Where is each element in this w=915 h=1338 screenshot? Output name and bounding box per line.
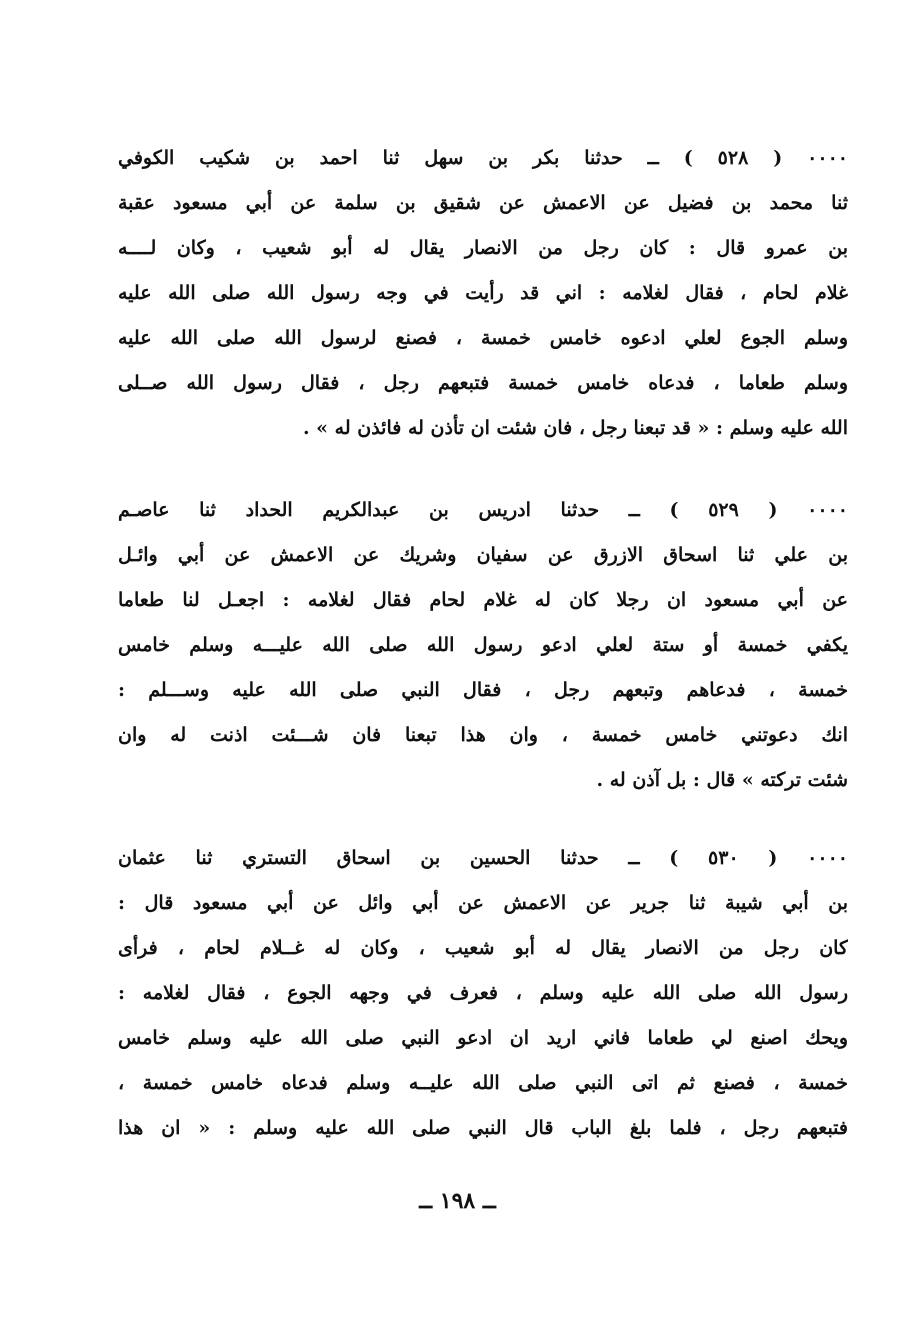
text-line: بن علي ثنا اسحاق الازرق عن سفيان وشريك عن الاعمش عن أبي وائـل bbox=[118, 544, 848, 566]
text-line: خمسة ، فدعاهم وتبعهم رجل ، فقال النبي صلى الله عليه وســـلم : bbox=[118, 679, 848, 701]
text-line: رسول الله صلى الله عليه وسلم ، فعرف في وجهه الجوع ، فقال لغلامه : bbox=[118, 982, 848, 1004]
text-line: وسلم الجوع لعلي ادعوه خامس خمسة ، فصنع لرسول الله صلى الله عليه bbox=[118, 327, 848, 349]
text-line: عن أبي مسعود ان رجلا كان له غلام لحام فقال لغلامه : اجعـل لنا طعاما bbox=[118, 589, 848, 611]
text-line: الله عليه وسلم : « قد تبعنا رجل ، فان شئت ان تأذن له فائذن له » . bbox=[302, 417, 848, 439]
text-line: فتبعهم رجل ، فلما بلغ الباب قال النبي صلى الله عليه وسلم : « ان هذا bbox=[118, 1117, 848, 1139]
text-line: بن عمرو قال : كان رجل من الانصار يقال له أبو شعيب ، وكان لــــه bbox=[118, 237, 848, 259]
text-line: وسلم طعاما ، فدعاه خامس خمسة فتبعهم رجل ، فقال رسول الله صــلى bbox=[118, 372, 848, 394]
text-line: ثنا محمد بن فضيل عن الاعمش عن شقيق بن سلمة عن أبي مسعود عقبة bbox=[118, 192, 848, 214]
text-line: يكفي خمسة أو ستة لعلي ادعو رسول الله صلى الله عليـــه وسلم خامس bbox=[118, 634, 848, 656]
text-line: خمسة ، فصنع ثم اتى النبي صلى الله عليــه وسلم فدعاه خامس خمسة ، bbox=[118, 1072, 848, 1094]
hadith-paragraph-529 bbox=[118, 488, 848, 803]
text-line: ويحك اصنع لي طعاما فاني اريد ان ادعو النبي صلى الله عليه وسلم خامس bbox=[118, 1027, 848, 1049]
hadith-paragraph-530 bbox=[118, 836, 848, 1151]
text-line: شئت تركته » قال : بل آذن له . bbox=[596, 769, 848, 791]
text-line: ٠٠٠٠ ( ٥٢٨ ) ــ حدثنا بكر بن سهل ثنا احمد بن شكيب الكوفي bbox=[118, 147, 848, 169]
text-line: ٠٠٠٠ ( ٥٢٩ ) ــ حدثنا ادريس بن عبدالكريم الحداد ثنا عاصـم bbox=[118, 499, 848, 521]
text-line: انك دعوتني خامس خمسة ، وان هذا تبعنا فان شـــئت اذنت له وان bbox=[118, 724, 848, 746]
text-line: غلام لحام ، فقال لغلامه : اني قد رأيت في وجه رسول الله صلى الله عليه bbox=[118, 282, 848, 304]
hadith-paragraph-528 bbox=[118, 136, 848, 451]
text-line: ٠٠٠٠ ( ٥٣٠ ) ــ حدثنا الحسين بن اسحاق التستري ثنا عثمان bbox=[118, 847, 848, 869]
text-line: بن أبي شيبة ثنا جرير عن الاعمش عن أبي وائل عن أبي مسعود قال : bbox=[118, 892, 848, 914]
text-line: كان رجل من الانصار يقال له أبو شعيب ، وكان له غــلام لحام ، فرأى bbox=[118, 937, 848, 959]
page-number: ــ ١٩٨ ــ bbox=[419, 1188, 496, 1214]
